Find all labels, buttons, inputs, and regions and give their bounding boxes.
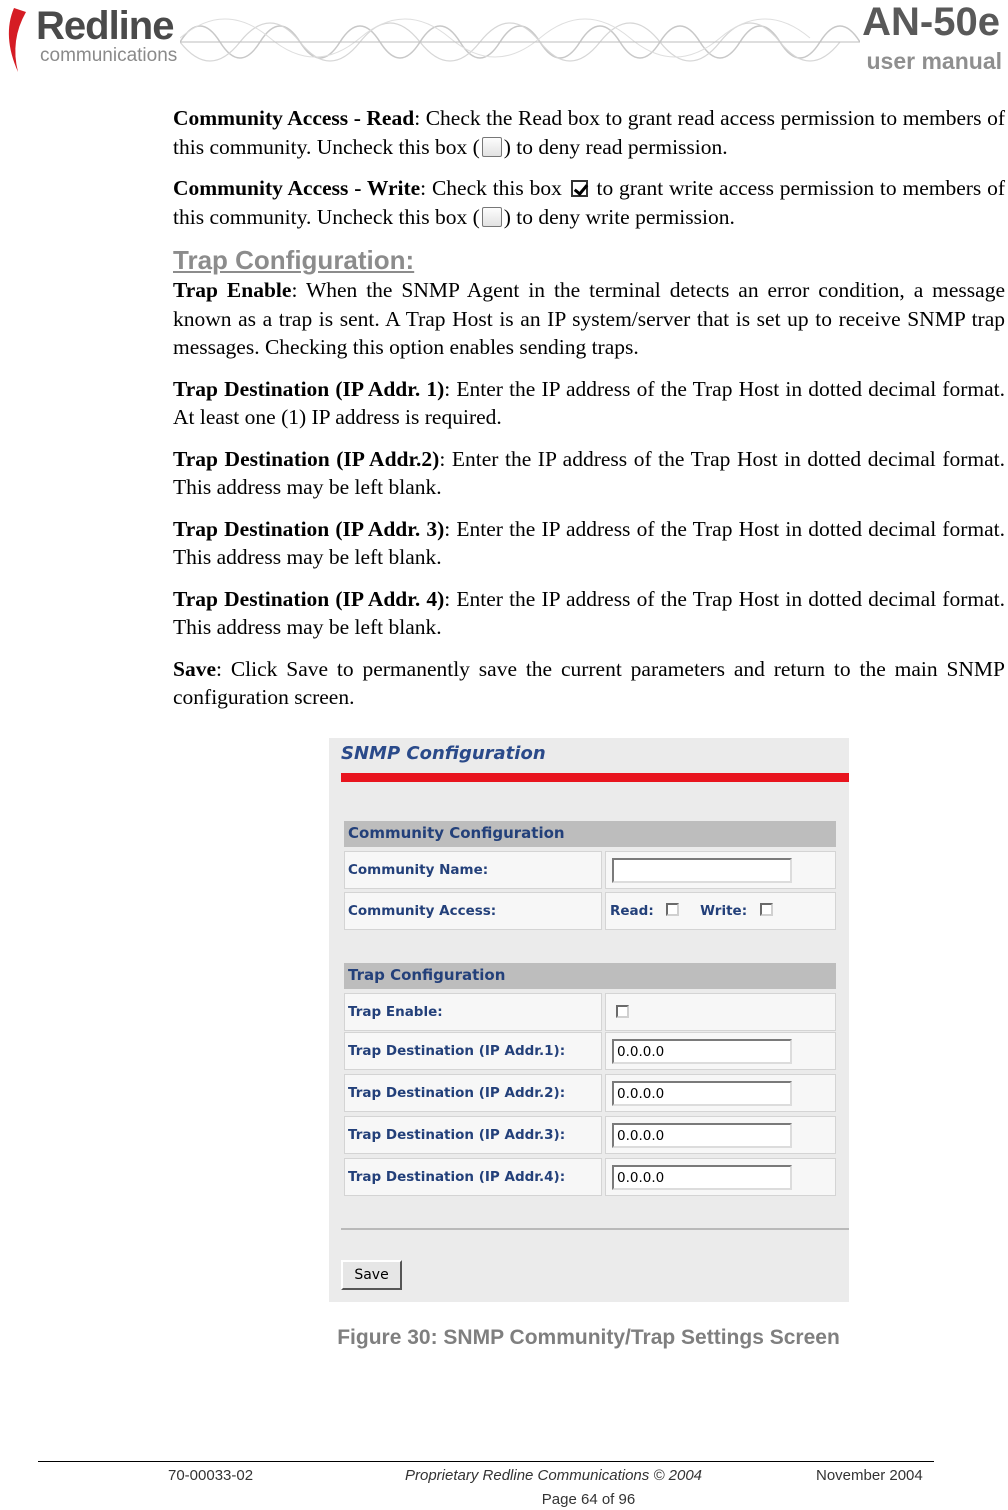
term-label: Trap Destination (IP Addr. 1) xyxy=(173,376,445,401)
para-text: to grant write access permission to members of this community. Uncheck this box ( xyxy=(173,176,1006,229)
term-label: Trap Enable xyxy=(173,278,292,302)
para-text: : Enter the IP address of the Trap Host in dotted decimal format. This address may be left blank. xyxy=(173,516,1005,569)
unchecked-box-icon xyxy=(482,137,502,157)
term-label: Community Access - Read xyxy=(173,106,415,130)
trap-dest-4-label: Trap Destination (IP Addr.4): xyxy=(344,1158,602,1196)
access-options xyxy=(610,903,773,919)
term-label: Community Access - Write xyxy=(173,176,421,200)
trap-dest-4-input[interactable] xyxy=(612,1165,792,1190)
read-checkbox[interactable] xyxy=(666,903,679,916)
snmp-config-title: SNMP Configuration xyxy=(341,743,546,764)
trap-enable-checkbox[interactable] xyxy=(616,1005,629,1018)
community-write-paragraph xyxy=(173,174,1005,231)
company-logo-sub: communications xyxy=(40,45,178,66)
snmp-config-screenshot xyxy=(329,738,849,1302)
para-text: : Enter the IP address of the Trap Host in dotted decimal format. At least one (1) IP address is required. xyxy=(173,376,1005,429)
trap-dest-3-label: Trap Destination (IP Addr.3): xyxy=(344,1116,602,1154)
page-number: Page 64 of 96 xyxy=(541,1491,636,1508)
trap-enable-paragraph xyxy=(173,276,1005,362)
trap-dest-2-label: Trap Destination (IP Addr.2): xyxy=(344,1074,602,1112)
community-section-header: Community Configuration xyxy=(344,821,836,847)
figure-caption: Figure 30: SNMP Community/Trap Settings Screen xyxy=(337,1326,840,1349)
save-button[interactable]: Save xyxy=(341,1260,402,1290)
term-label: Trap Destination (IP Addr. 3) xyxy=(173,516,445,541)
document-body xyxy=(173,104,1005,725)
para-text: : Check this box xyxy=(420,176,568,200)
term-label: Trap Destination (IP Addr. 4) xyxy=(173,586,445,611)
company-logo: Redline xyxy=(36,4,174,48)
trap-dest-2-input[interactable] xyxy=(612,1081,792,1106)
trap-dest-1-label: Trap Destination (IP Addr.1): xyxy=(344,1032,602,1070)
section-heading: Trap Configuration: xyxy=(173,245,415,275)
community-name-cell xyxy=(605,851,836,889)
para-text: : Enter the IP address of the Trap Host in dotted decimal format. This address may be left blank. xyxy=(173,586,1005,639)
trap-dest-1-cell xyxy=(605,1032,836,1070)
trap-dest-4-cell xyxy=(605,1158,836,1196)
trap-dest-1-input[interactable] xyxy=(612,1039,792,1064)
trap-enable-label: Trap Enable: xyxy=(344,993,602,1031)
para-text: : Click Save to permanently save the current parameters and return to the main SNMP configuration screen. xyxy=(173,656,1005,709)
form-divider xyxy=(341,1228,849,1230)
manual-label: user manual xyxy=(866,48,1002,74)
para-text: : Check the Read box to grant read access permission to members of this community. Uncheck this box ( xyxy=(173,106,1005,159)
trap-dest-1-paragraph xyxy=(173,375,1005,432)
doc-date: November 2004 xyxy=(816,1467,923,1484)
term-label: Trap Destination (IP Addr.2) xyxy=(173,446,440,471)
read-label: Read: xyxy=(610,903,654,919)
unchecked-box-icon xyxy=(482,207,502,227)
term-label: Save xyxy=(173,656,216,681)
community-read-paragraph xyxy=(173,104,1005,161)
title-divider xyxy=(341,773,849,782)
trap-dest-3-cell xyxy=(605,1116,836,1154)
page-header xyxy=(0,0,1008,80)
para-text: : Enter the IP address of the Trap Host in dotted decimal format. This address may be left blank. xyxy=(173,446,1005,499)
para-text: ) to deny write permission. xyxy=(503,204,735,229)
trap-section-header: Trap Configuration xyxy=(344,963,836,989)
community-access-label: Community Access: xyxy=(344,892,602,930)
write-checkbox[interactable] xyxy=(760,903,773,916)
trap-dest-3-paragraph xyxy=(173,515,1005,572)
trap-enable-cell xyxy=(605,993,836,1031)
doc-number: 70-00033-02 xyxy=(168,1467,254,1484)
para-text: : When the SNMP Agent in the terminal detects an error condition, a message known as a trap is sent. A Trap Host is an IP system/server that is set up to receive SNMP trap messages. Checking this option enables sending traps. xyxy=(173,278,1006,359)
trap-dest-2-paragraph xyxy=(173,445,1005,502)
para-text: ) to deny read permission. xyxy=(503,134,728,159)
trap-dest-4-paragraph xyxy=(173,585,1005,642)
redline-swoosh-icon xyxy=(0,6,34,76)
product-name: AN-50e xyxy=(862,0,1000,44)
signal-wave-graphic xyxy=(180,0,860,80)
trap-dest-2-cell xyxy=(605,1074,836,1112)
save-paragraph xyxy=(173,655,1005,712)
trap-dest-3-input[interactable] xyxy=(612,1123,792,1148)
write-label: Write: xyxy=(700,903,748,919)
community-name-label: Community Name: xyxy=(344,851,602,889)
community-access-cell xyxy=(605,892,836,930)
checked-box-icon xyxy=(571,180,588,197)
community-name-input[interactable] xyxy=(612,858,792,883)
footer-divider xyxy=(38,1461,934,1462)
copyright: Proprietary Redline Communications © 2004 xyxy=(405,1467,703,1484)
